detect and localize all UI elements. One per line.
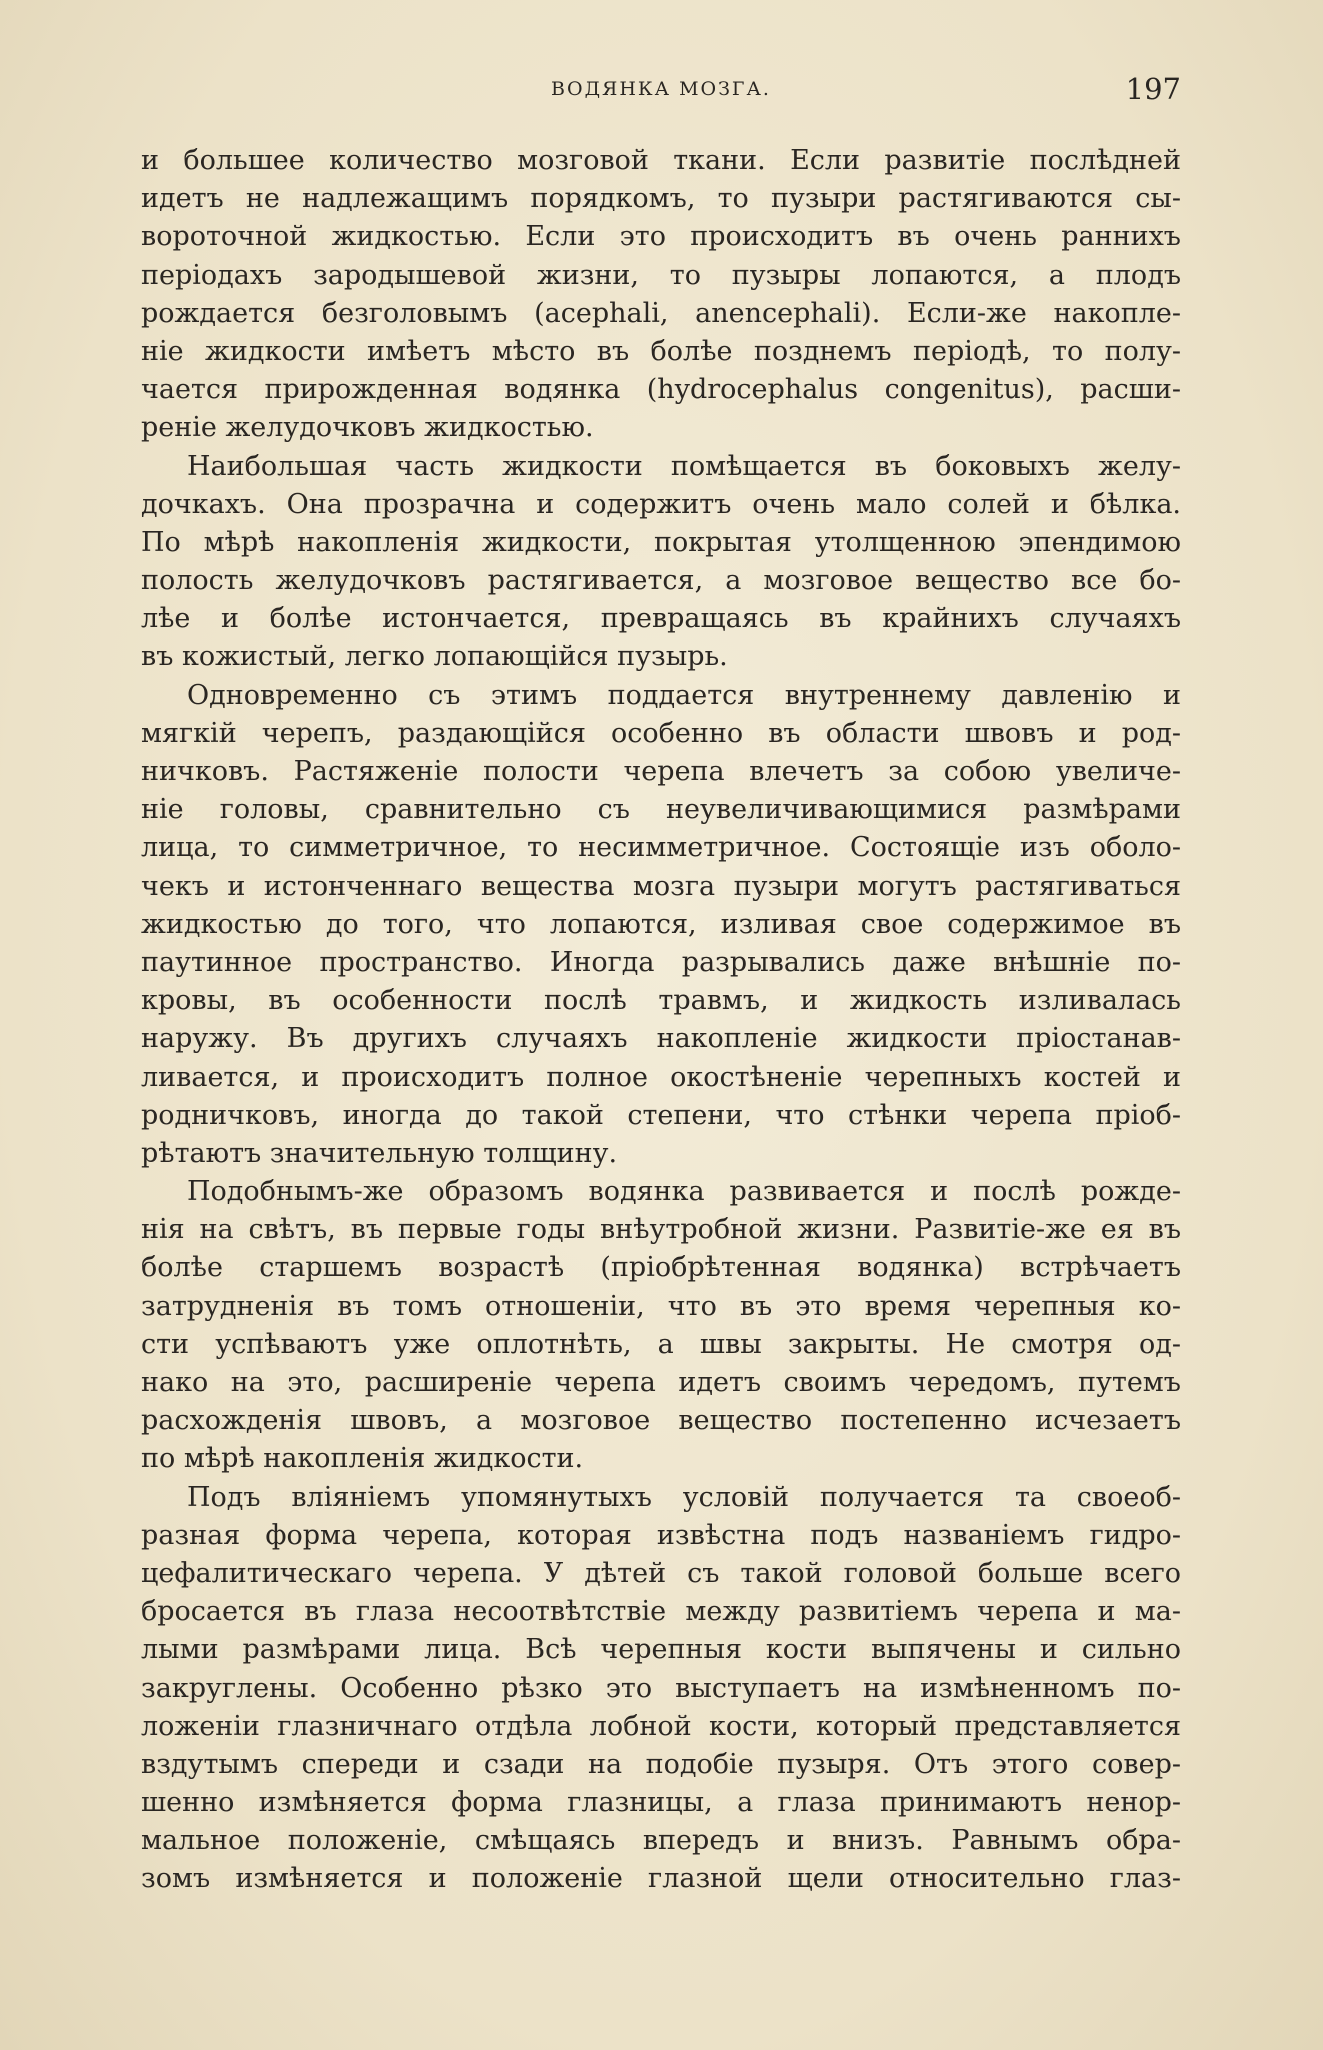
text-line: и большее количество мозговой ткани. Если развитіе послѣдней [141, 145, 1181, 176]
text-line: жидкостью до того, что лопаются, изливая свое содержимое въ [141, 908, 1181, 940]
text-line: нія на свѣтъ, въ первые годы внѣутробной жизни. Развитіе-же ея въ [141, 1214, 1181, 1246]
text-line: ничковъ. Растяженіе полости черепа влечетъ за собою увеличе- [141, 756, 1181, 787]
text-line: идетъ не надлежащимъ порядкомъ, то пузыри растягиваются сы- [141, 183, 1181, 215]
text-line: зомъ измѣняется и положеніе глазной щели относительно глаз- [141, 1863, 1181, 1895]
text-line: По мѣрѣ накопленія жидкости, покрытая утолщенною эпендимою [141, 526, 1181, 558]
text-line: Подъ вліяніемъ упомянутыхъ условій получается та своеоб- [187, 1481, 1181, 1513]
text-line: чается прирожденная водянка (hydrocephalus congenitus), расши- [141, 374, 1181, 406]
text-line: шенно измѣняется форма глазницы, а глаза принимаютъ ненор- [141, 1787, 1181, 1819]
text-line: чекъ и истонченнаго вещества мозга пузыри могутъ растягиваться [141, 870, 1181, 902]
text-line: наружу. Въ другихъ случаяхъ накопленіе жидкости пріостанав- [141, 1023, 1181, 1055]
text-line: ложеніи глазничнаго отдѣла лобной кости, который представляется [141, 1710, 1181, 1742]
text-line: затрудненія въ томъ отношеніи, что въ это время черепныя ко- [141, 1290, 1181, 1322]
text-line: лыми размѣрами лица. Всѣ черепныя кости выпячены и сильно [141, 1634, 1181, 1666]
page-header [141, 72, 1181, 112]
text-line: въ кожистый, легко лопающійся пузырь. [141, 641, 728, 673]
text-line: рѣтаютъ значительную толщину. [141, 1137, 618, 1169]
running-head: ВОДЯНКА МОЗГА. [551, 78, 771, 100]
text-line: закруглены. Особенно рѣзко это выступаетъ на измѣненномъ по- [141, 1672, 1181, 1704]
text-line: мягкій черепъ, раздающійся особенно въ области швовъ и род- [141, 717, 1181, 749]
text-line: реніе желудочковъ жидкостью. [141, 412, 594, 444]
text-line: по мѣрѣ накопленія жидкости. [141, 1443, 584, 1475]
page-number: 197 [1125, 72, 1181, 106]
text-line: сти успѣваютъ уже оплотнѣть, а швы закрыты. Не смотря од- [141, 1328, 1181, 1360]
text-line: полость желудочковъ растягивается, а мозговое вещество все бо- [141, 565, 1181, 597]
text-line: разная форма черепа, которая извѣстна подъ названіемъ гидро- [141, 1519, 1181, 1551]
text-line: лѣе и болѣе истончается, превращаясь въ крайнихъ случаяхъ [141, 603, 1181, 635]
text-line: цефалитическаго черепа. У дѣтей съ такой головой больше всего [141, 1557, 1181, 1589]
text-line: расхожденія швовъ, а мозговое вещество постепенно исчезаетъ [141, 1405, 1181, 1437]
text-line: болѣе старшемъ возрастѣ (пріобрѣтенная водянка) встрѣчаетъ [141, 1252, 1181, 1284]
text-line: нако на это, расширеніе черепа идетъ своимъ чередомъ, путемъ [141, 1367, 1181, 1398]
text-line: кровы, въ особенности послѣ травмъ, и жидкость изливалась [141, 985, 1181, 1017]
text-line: вздутымъ спереди и сзади на подобіе пузыря. Отъ этого совер- [141, 1748, 1181, 1780]
text-line: Наибольшая часть жидкости помѣщается въ боковыхъ желу- [187, 450, 1181, 482]
text-line: лица, то симметричное, то несимметричное. Состоящіе изъ оболо- [141, 832, 1181, 864]
body-text [141, 142, 1181, 1899]
text-line: мальное положеніе, смѣщаясь впередъ и внизъ. Равнымъ обра- [141, 1825, 1181, 1857]
text-line: ніе жидкости имѣетъ мѣсто въ болѣе позднемъ періодѣ, то полу- [141, 335, 1181, 367]
text-line: дочкахъ. Она прозрачна и содержитъ очень мало солей и бѣлка. [141, 488, 1181, 520]
text-line: періодахъ зародышевой жизни, то пузыры лопаются, а плодъ [141, 259, 1181, 291]
text-line: паутинное пространство. Иногда разрывались даже внѣшніе по- [141, 946, 1181, 978]
text-line: Подобнымъ-же образомъ водянка развивается и послѣ рожде- [187, 1176, 1181, 1208]
text-line: вороточной жидкостью. Если это происходитъ въ очень раннихъ [141, 221, 1181, 253]
text-line: Одновременно съ этимъ поддается внутреннему давленію и [187, 679, 1181, 711]
text-line: бросается въ глаза несоотвѣтствіе между развитіемъ черепа и ма- [141, 1596, 1181, 1628]
text-line: ливается, и происходитъ полное окостѣненіе черепныхъ костей и [141, 1061, 1181, 1093]
text-line: родничковъ, иногда до такой степени, что стѣнки черепа пріоб- [141, 1099, 1181, 1131]
text-line: ніе головы, сравнительно съ неувеличивающимися размѣрами [141, 794, 1181, 826]
text-line: рождается безголовымъ (acephali, anencephali). Если-же накопле- [141, 297, 1181, 329]
